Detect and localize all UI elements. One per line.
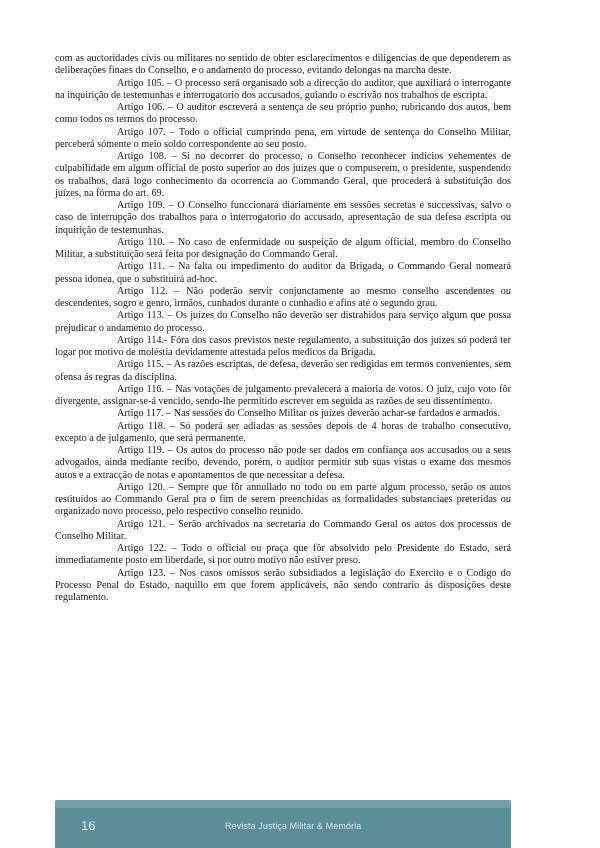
paragraph-artigo-114: Artigo 114.- Fóra dos casos previstos neste regulamento, a substituição dos juízes só poderá ter logar por motivo de moléstia devidamente attestada pelos medicos da Brigada. (55, 334, 511, 358)
paragraph-artigo-120: Artigo 120. – Sempre que fôr annullado no todo ou em parte algum processo, serão os autos restituídos ao Commando Geral pra o fim de serem preenchidas as formalidades substanciaes preteridas ou organizado novo processo, pelo respectivo conselho reunido. (55, 481, 511, 518)
page-footer (55, 804, 511, 848)
paragraph-artigo-108: Artigo 108. – Si no decorrer do processo, o Conselho reconhecer indícios vehementes de culpabilidade em algum official de posto superior ao dos juízes que o compuserem, o presidente, suspendendo os trabalhos, dará logo conhecimento da ocorrencia ao Commando Geral, que procederá à substituição dos juízes, na fórma do art. 69. (55, 151, 511, 199)
paragraph-artigo-110: Artigo 110. – No caso de enfermidade ou suspeição de algum official, membro do Conselho Militar, a substituição será feita por designação do Commando Geral. (55, 236, 511, 260)
footer-tab-decoration (55, 800, 511, 808)
paragraph-artigo-109: Artigo 109. – O Conselho funccionará diariamente em sessões secretas e successivas, salvo o caso de interrupção dos trabalhos para o interrogatorio do accusado, apresentação de sua defesa escripta ou inquirição de testemunhas. (55, 200, 511, 236)
paragraph-artigo-119: Artigo 119. – Os autos do processo não pode ser dados em confiança aos accusados ou a seus advogados, ainda mediante recibo, devendo, porém, o auditor permitir sub suas vistas o exame dos mesmos autos e a extracção de notas e apontamentos de que necessitar a defesa. (55, 445, 511, 481)
paragraph-artigo-115: Artigo 115. – As razões escriptas, de defesa, deverão ser redigidas em termos convenientes, sem ofensa ás regras da disciplina. (55, 359, 511, 383)
paragraph-artigo-122: Artigo 122. – Todo o official ou praça que fôr absolvido pelo Presidente do Estado, será immediatamente posto em liberdade, si por outro motivo não estiver preso. (55, 543, 511, 567)
paragraph-artigo-113: Artigo 113. – Os juízes do Conselho não deverão ser distrahidos para serviço algum que possa prejudicar o andamento do processo. (55, 310, 511, 334)
page-number: 16 (81, 818, 96, 833)
paragraph-artigo-105: Artigo 105. – O processo será organisado sob a direcção do auditor, que auxiliará o interrogante na inquirição de testemunhas e interrogatorio dos accusados, guiando o escrivão nos trabalhos de escripta. (55, 77, 511, 101)
paragraph-artigo-107: Artigo 107. – Todo o official cumprindo pena, em virtude de sentença do Conselho Militar, perceberá sómente o meio soldo correspondente ao seu posto. (55, 126, 511, 150)
journal-name: Revista Justiça Militar & Memória (225, 821, 362, 831)
paragraph-artigo-116: Artigo 116. – Nas votações de julgamento prevalecerá a maioria de votos. O juiz, cujo voto fôr divergente, assignar-se-á vencido, sendo-lhe permitido escrever em seguida as razões de seu dissentimento. (55, 383, 511, 407)
paragraph-artigo-117: Artigo 117. – Nas sessões do Conselho Militar os juízes deverão achar-se fardados e armados. (117, 408, 501, 420)
paragraph-artigo-121: Artigo 121. – Serão archivados na secretaria do Commando Geral os autos dos processos de Conselho Militar. (55, 518, 511, 542)
paragraph-artigo-111: Artigo 111. – Na falta ou impedimento do auditor da Brigada, o Commando Geral nomeará pessoa idonea, que o substituirá ad-hoc. (55, 261, 511, 285)
paragraph-artigo-118: Artigo 118. – Só poderá ser adiadas as sessões depois de 4 horas de trabalho consecutivo, excepto a de julgamento, que será permanente. (55, 420, 511, 444)
paragraph-artigo-112: Artigo 112. – Não poderão servir conjunctamente ao mesmo conselho ascendentes ou descendentes, sogro e genro, irmãos, cunhados durante o cunhadio e afins até o segundo grau. (55, 285, 511, 309)
paragraph-artigo-123: Artigo 123. – Nos casos omissos serão subsidiados a legislação do Exercito e o Codigo do Processo Penal do Estado, naquillo em que forem applicáveis, não sendo contrario ás disposições deste regulamento. (55, 567, 511, 603)
paragraph-artigo-106: Artigo 106. – O auditor escreverá a sentença de seu próprio punho, rubricando dos autos, bem como todos os termos do processo. (55, 102, 511, 126)
paragraph-intro: com as auctoridades civis ou militares no sentido de obter esclarecimentos e diligencias de que dependerem as deliberações finaes do Conselho, e o andamento do processo, evitando delongas na marcha deste. (55, 53, 511, 77)
document-body (55, 53, 511, 604)
